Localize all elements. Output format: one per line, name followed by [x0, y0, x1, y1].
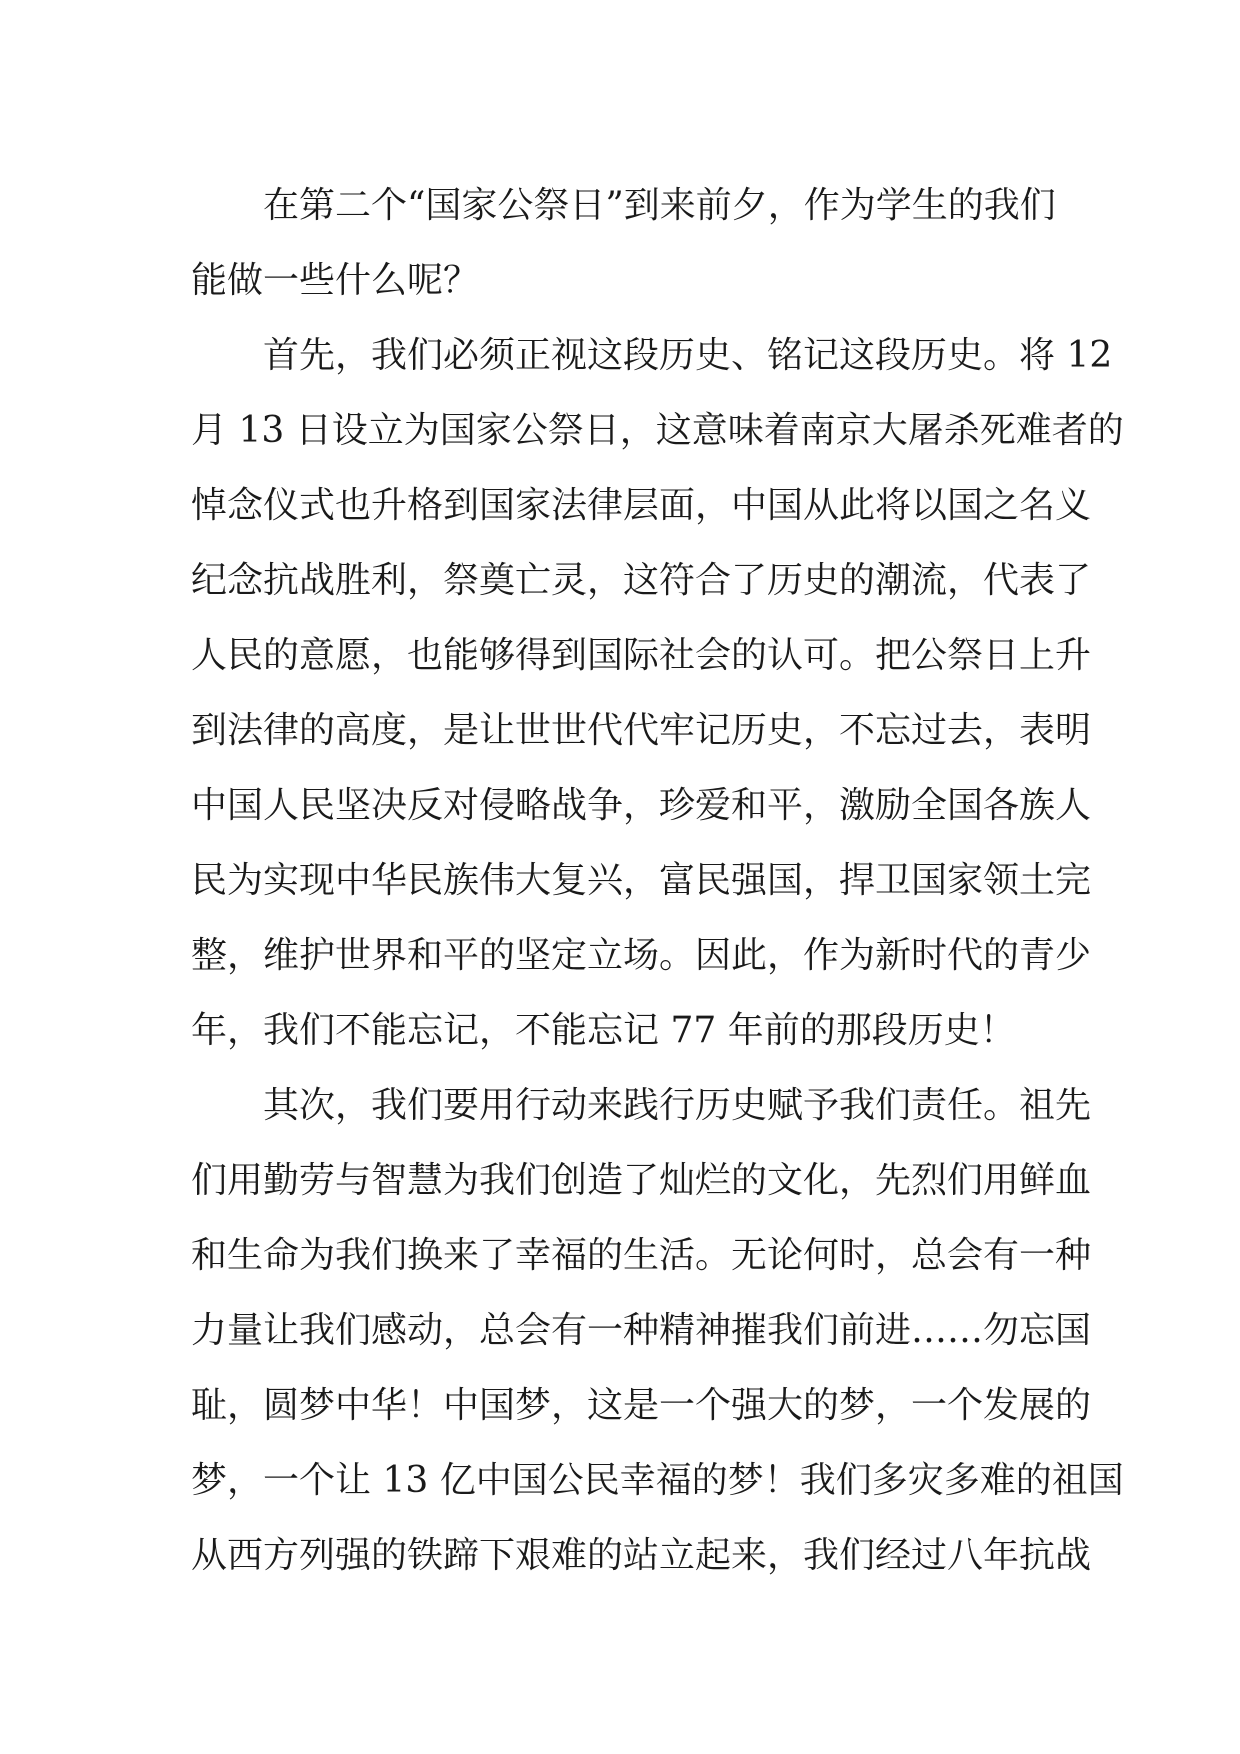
- text-line: 月 13 日设立为国家公祭日，这意味着南京大屠杀死难者的: [191, 410, 1124, 451]
- text-line: 和生命为我们换来了幸福的生活。无论何时，总会有一种: [191, 1235, 1092, 1276]
- text-line: 中国人民坚决反对侵略战争，珍爱和平，激励全国各族人: [191, 785, 1092, 826]
- text-line: 在第二个“国家公祭日”到来前夕，作为学生的我们: [263, 185, 1056, 226]
- text-line: 耻，圆梦中华！中国梦，这是一个强大的梦，一个发展的: [191, 1385, 1092, 1426]
- body-text: [191, 168, 1124, 1593]
- text-line: 纪念抗战胜利，祭奠亡灵，这符合了历史的潮流，代表了: [191, 560, 1092, 601]
- text-line: 们用勤劳与智慧为我们创造了灿烂的文化，先烈们用鲜血: [191, 1160, 1092, 1201]
- text-line: 其次，我们要用行动来践行历史赋予我们责任。祖先: [263, 1085, 1092, 1126]
- text-line: 悼念仪式也升格到国家法律层面，中国从此将以国之名义: [191, 485, 1092, 526]
- text-line: 到法律的高度，是让世世代代牢记历史，不忘过去，表明: [191, 710, 1092, 751]
- text-line: 整，维护世界和平的坚定立场。因此，作为新时代的青少: [191, 935, 1092, 976]
- text-line: 人民的意愿，也能够得到国际社会的认可。把公祭日上升: [191, 635, 1092, 676]
- text-line: 民为实现中华民族伟大复兴，富民强国，捍卫国家领土完: [191, 860, 1092, 901]
- text-line: 能做一些什么呢？: [191, 260, 480, 301]
- text-line: 梦，一个让 13 亿中国公民幸福的梦！我们多灾多难的祖国: [191, 1460, 1124, 1501]
- text-line: 年，我们不能忘记，不能忘记 77 年前的那段历史！: [191, 1010, 1016, 1051]
- paragraph-1: [191, 168, 1056, 318]
- text-line: 首先，我们必须正视这段历史、铭记这段历史。将 12: [263, 335, 1113, 376]
- paragraph-2: [191, 318, 1124, 1068]
- text-line: 从西方列强的铁蹄下艰难的站立起来，我们经过八年抗战: [191, 1535, 1092, 1576]
- text-line: 力量让我们感动，总会有一种精神摧我们前进……勿忘国: [191, 1310, 1092, 1351]
- paragraph-3: [191, 1068, 1124, 1593]
